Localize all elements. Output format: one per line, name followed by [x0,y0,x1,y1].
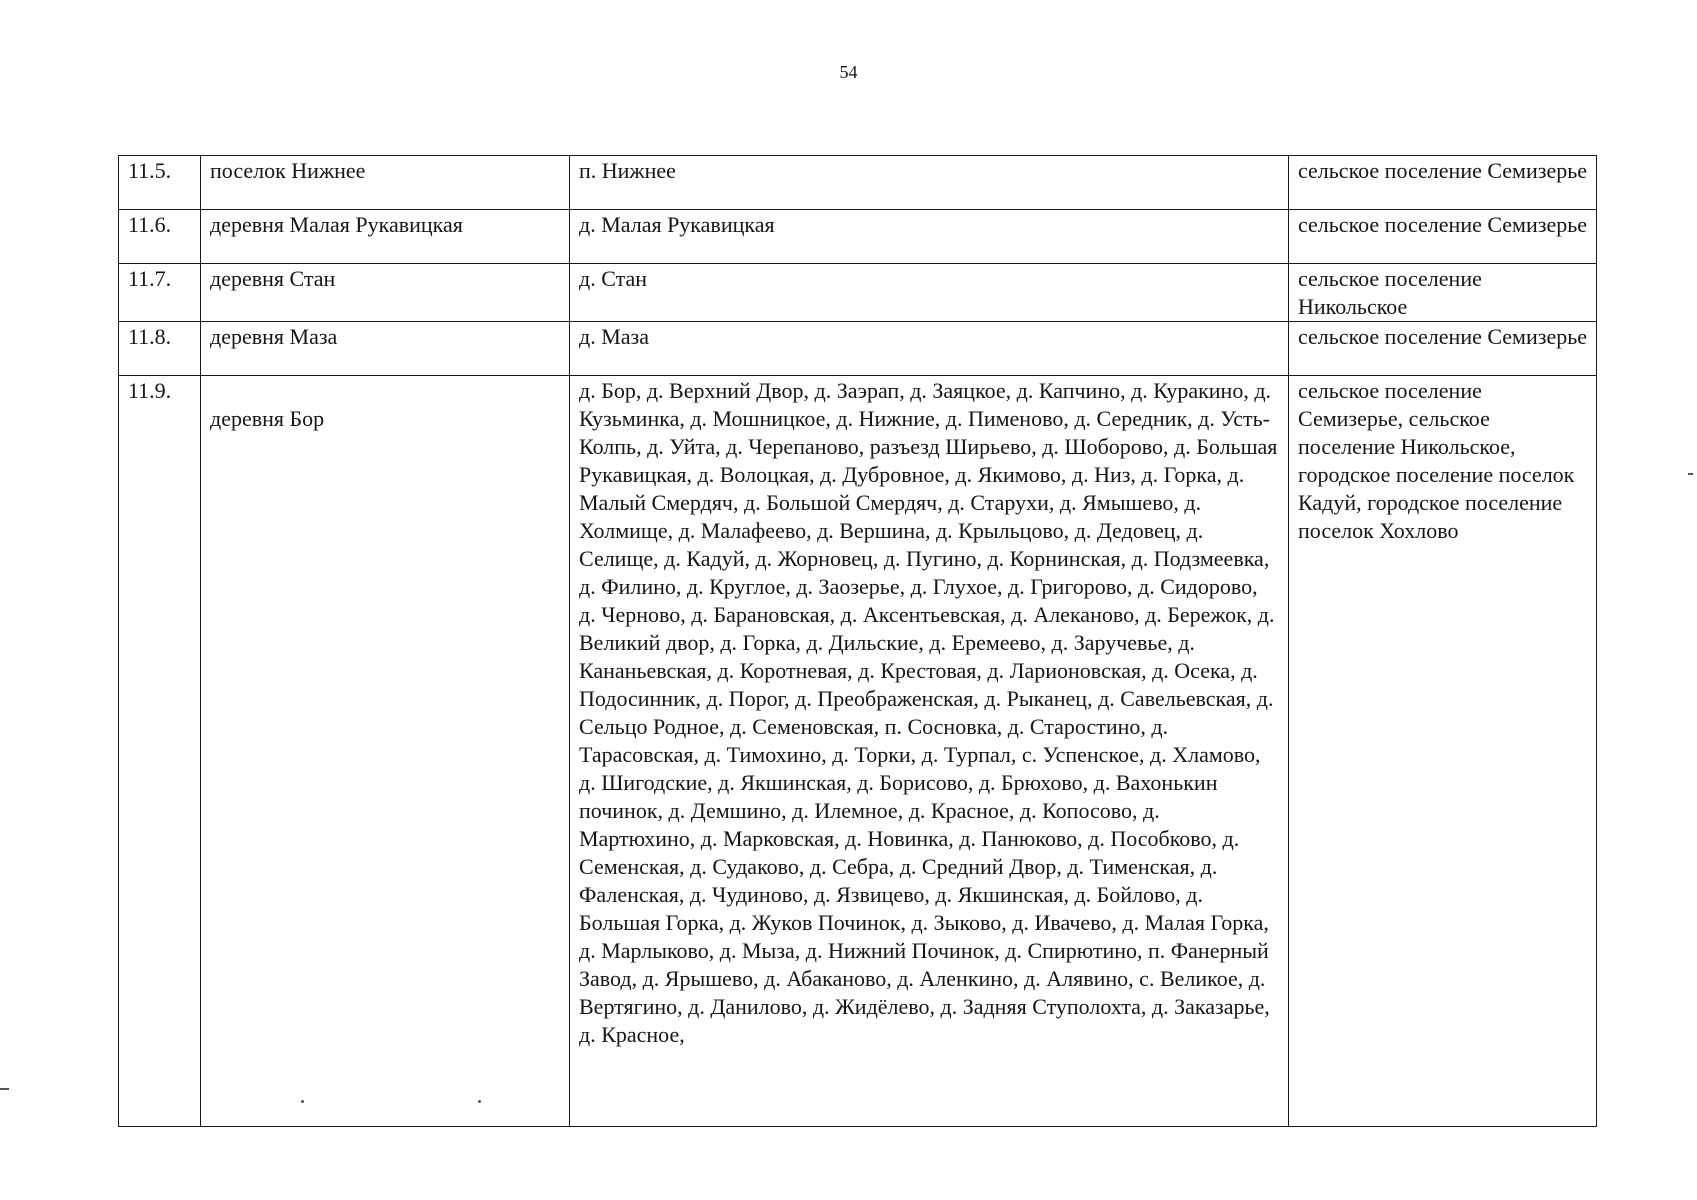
table-row [119,156,1597,210]
settlement-name: деревня Стан [201,264,570,322]
municipal-area: сельское поселение Семизерье [1289,156,1597,210]
row-number: 11.6. [119,210,201,264]
row-number: 11.9. [119,376,201,1127]
municipal-area: сельское поселение Семизерье, сельское поселение Никольское, городское поселение поселок Кадуй, городское поселение поселок Хохлово [1289,376,1597,1127]
municipal-area: сельское поселение Семизерье [1289,210,1597,264]
settlement-name: деревня Малая Рукавицкая [201,210,570,264]
municipal-area: сельское поселение Никольское [1289,264,1597,322]
page-number: 54 [839,62,858,82]
settlement-name: деревня Маза [201,322,570,376]
table-row [119,322,1597,376]
municipal-area: сельское поселение Семизерье [1289,322,1597,376]
included-places: п. Нижнее [570,156,1289,210]
settlement-name: деревня Бор [210,406,325,431]
included-places: д. Малая Рукавицкая [570,210,1289,264]
table-row [119,210,1597,264]
included-places: д. Стан [570,264,1289,322]
scan-artifact-mark [0,1088,9,1090]
included-places: д. Маза [570,322,1289,376]
settlement-name-cell [201,376,570,1127]
settlements-table [118,155,1597,1127]
scan-artifact-mark [1688,473,1693,475]
scan-artifact-dot [478,1100,481,1103]
settlement-name: поселок Нижнее [201,156,570,210]
table-row [119,376,1597,1127]
included-places: д. Бор, д. Верхний Двор, д. Заэрап, д. Заяцкое, д. Капчино, д. Куракино, д. Кузьминка, д. Мошницкое, д. Нижние, д. Пименово, д. Середник, д. Усть-Колпь, д. Уйта, д. Черепаново, разъезд Ширьево, д. Шоборово, д. Большая Рукавицкая, д. Волоцкая, д. Дубровное, д. Якимово, д. Низ, д. Горка, д. Малый Смердяч, д. Большой Смердяч, д. Старухи, д. Ямышево, д. Холмище, д. Малафеево, д. Вершина, д. Крыльцово, д. Дедовец, д. Селище, д. Кадуй, д. Жорновец, д. Пугино, д. Корнинская, д. Подзмеевка, д. Филино, д. Круглое, д. Заозерье, д. Глухое, д. Григорово, д. Сидорово, д. Черново, д. Барановская, д. Аксентьевская, д. Алеканово, д. Бережок, д. Великий двор, д. Горка, д. Дильские, д. Еремеево, д. Заручевье, д. Кананьевская, д. Коротневая, д. Крестовая, д. Ларионовская, д. Осека, д. Подосинник, д. Порог, д. Преображенская, д. Рыканец, д. Савельевская, д. Сельцо Родное, д. Семеновская, п. Сосновка, д. Старостино, д. Тарасовская, д. Тимохино, д. Торки, д. Турпал, с. Успенское, д. Хламово, д. Шигодские, д. Якшинская, д. Борисово, д. Брюхово, д. Вахонькин починок, д. Демшино, д. Илемное, д. Красное, д. Копосово, д. Мартюхино, д. Марковская, д. Новинка, д. Панюково, д. Пособково, д. Семенская, д. Судаково, д. Себра, д. Средний Двор, д. Тименская, д. Фаленская, д. Чудиново, д. Язвицево, д. Якшинская, д. Бойлово, д. Большая Горка, д. Жуков Починок, д. Зыково, д. Ивачево, д. Малая Горка, д. Марлыково, д. Мыза, д. Нижний Починок, д. Спирютино, п. Фанерный Завод, д. Ярышево, д. Абаканово, д. Аленкино, д. Алявино, с. Великое, д. Вертягино, д. Данилово, д. Жидёлево, д. Задняя Ступолохта, д. Заказарье, д. Красное, [570,376,1289,1127]
scan-artifact-dot [301,1100,304,1103]
table-row [119,264,1597,322]
row-number: 11.8. [119,322,201,376]
row-number: 11.7. [119,264,201,322]
row-number: 11.5. [119,156,201,210]
